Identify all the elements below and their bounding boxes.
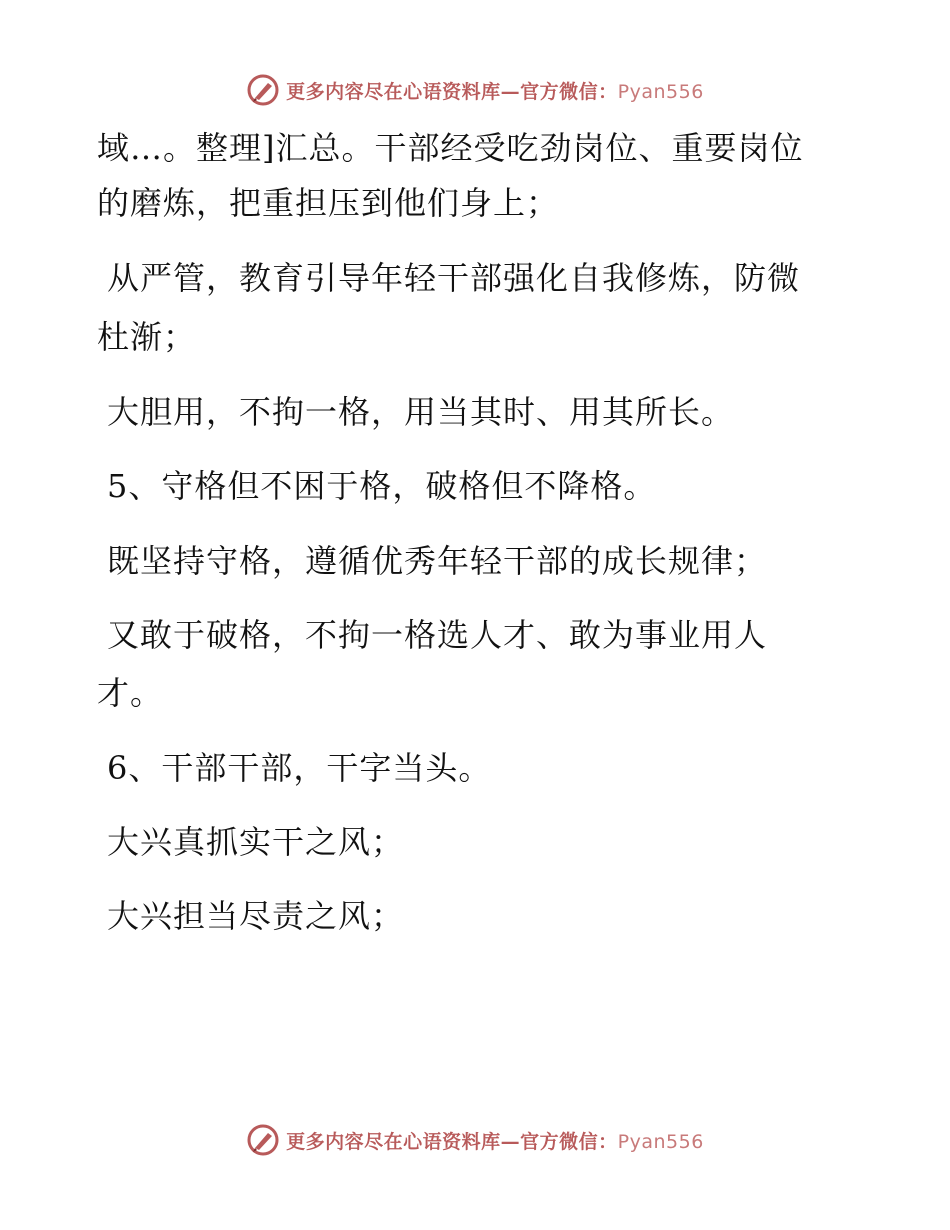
- footer-wechat-id: Pyan556: [617, 1130, 704, 1153]
- body-line-10: 6、干部干部，干字当头。: [107, 749, 492, 787]
- body-line-8: 又敢于破格，不拘一格选人才、敢为事业用人: [107, 616, 768, 654]
- body-line-12: 大兴担当尽责之风；: [107, 897, 405, 935]
- body-line-2: 的磨炼，把重担压到他们身上；: [97, 184, 560, 222]
- body-line-9: 才。: [97, 674, 164, 712]
- body-line-4: 杜渐；: [97, 318, 197, 356]
- header-banner: [0, 70, 950, 110]
- body-line-1: 域…。整理]汇总。干部经受吃劲岗位、重要岗位: [97, 129, 804, 167]
- footer-banner: [0, 1120, 950, 1160]
- body-line-7: 既坚持守格，遵循优秀年轻干部的成长规律；: [107, 542, 768, 580]
- body-line-3: 从严管，教育引导年轻干部强化自我修炼，防微: [107, 259, 801, 297]
- header-wechat-id: Pyan556: [617, 80, 704, 103]
- body-line-5: 大胆用，不拘一格，用当其时、用其所长。: [107, 393, 735, 431]
- body-line-6: 5、守格但不困于格，破格但不降格。: [107, 467, 657, 505]
- footer-banner-text: 更多内容尽在心语资料库—官方微信：Pyan556: [286, 1130, 704, 1153]
- pen-logo-icon: [246, 1123, 280, 1157]
- body-line-11: 大兴真抓实干之风；: [107, 823, 405, 861]
- pen-logo-icon: [246, 73, 280, 107]
- header-banner-text: 更多内容尽在心语资料库—官方微信：Pyan556: [286, 80, 704, 103]
